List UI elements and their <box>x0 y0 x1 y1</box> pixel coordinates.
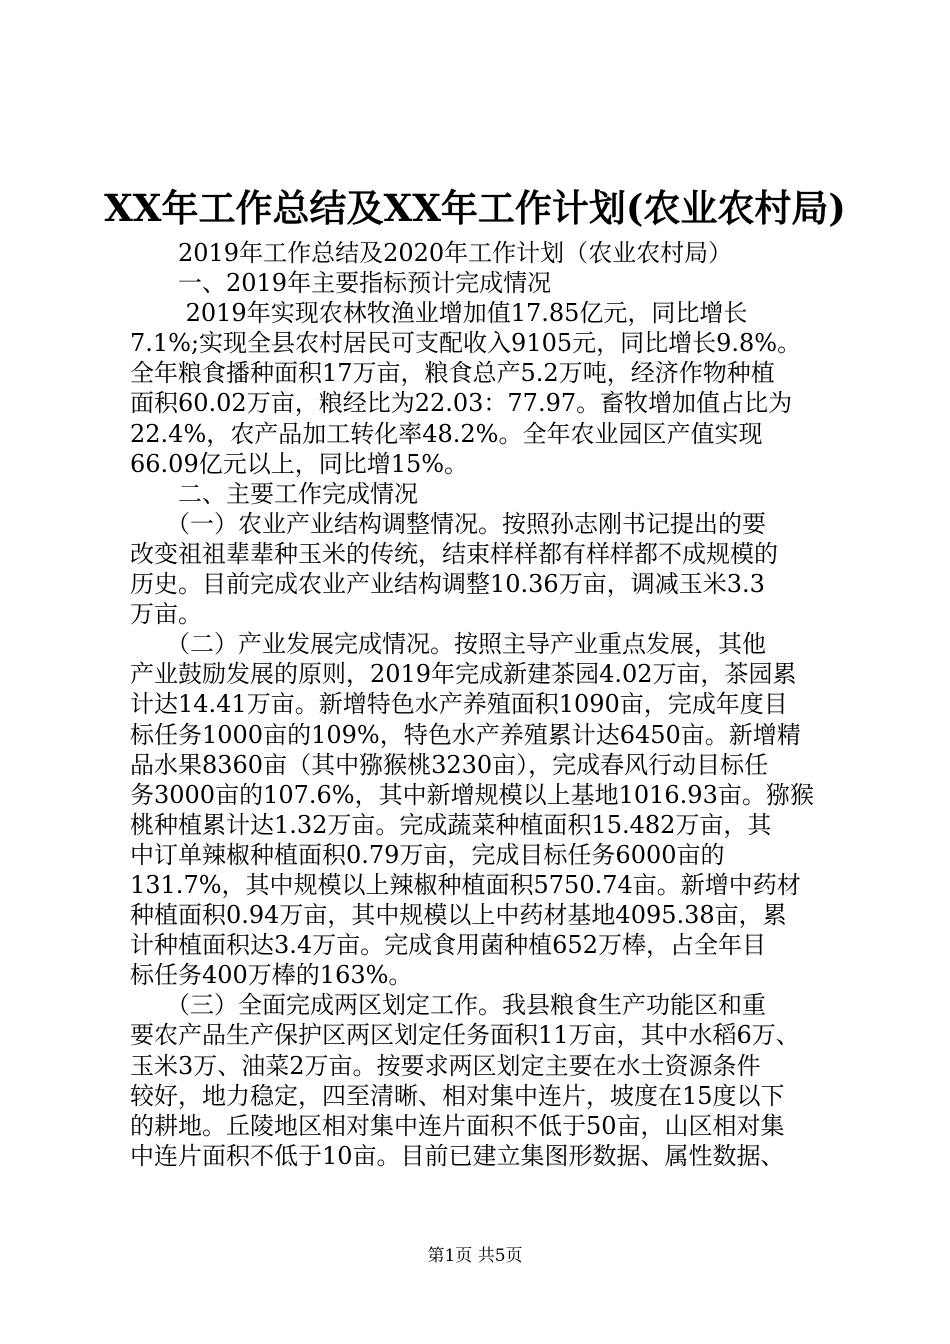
body-line: 标任务400万棒的163%。 <box>130 961 413 990</box>
body-line: 计种植面积达3.4万亩。完成食用菌种植652万棒，占全年目 <box>130 931 766 960</box>
body-line: 面积60.02万亩，粮经比为22.03：77.97。畜牧增加值占比为 <box>130 389 793 418</box>
page-footer: 第1页 共5页 <box>427 1246 523 1266</box>
body-line: 的耕地。丘陵地区相对集中连片面积不低于50亩，山区相对集 <box>130 1111 785 1140</box>
body-line: 计达14.41万亩。新增特色水产养殖面积1090亩，完成年度目 <box>130 690 788 719</box>
body-line: 品水果8360亩（其中猕猴桃3230亩），完成春风行动目标任 <box>130 750 769 779</box>
body-line: 产业鼓励发展的原则，2019年完成新建茶园4.02万亩，茶园累 <box>130 660 797 689</box>
section-heading: 二、主要工作完成情况 <box>130 479 418 508</box>
body-line: 66.09亿元以上，同比增15%。 <box>130 449 469 478</box>
body-line: （三）全面完成两区划定工作。我县粮食生产功能区和重 <box>130 991 766 1020</box>
body-line: 历史。目前完成农业产业结构调整10.36万亩，调减玉米3.3 <box>130 570 765 599</box>
body-line: 22.4%，农产品加工转化率48.2%。全年农业园区产值实现 <box>130 419 763 448</box>
body-line: 要农产品生产保护区两区划定任务面积11万亩，其中水稻6万、 <box>130 1021 800 1050</box>
body-line: 2019年实现农林牧渔业增加值17.85亿元，同比增长 <box>130 299 748 328</box>
body-line: 务3000亩的107.6%，其中新增规模以上基地1016.93亩。猕猴 <box>130 780 814 809</box>
body-line: 131.7%，其中规模以上辣椒种植面积5750.74亩。新增中药材 <box>130 870 801 899</box>
section-heading: 一、2019年主要指标预计完成情况 <box>130 269 552 298</box>
body-line: 较好，地力稳定，四至清晰、相对集中连片，坡度在15度以下 <box>130 1081 785 1110</box>
body-line: 标任务1000亩的109%，特色水产养殖累计达6450亩。新增精 <box>130 720 801 749</box>
body-line: 中订单辣椒种植面积0.79万亩，完成目标任务6000亩的 <box>130 840 725 869</box>
body-line: 全年粮食播种面积17万亩，粮食总产5.2万吨，经济作物种植 <box>130 359 775 388</box>
body-line: 改变祖祖辈辈种玉米的传统，结束样样都有样样都不成规模的 <box>130 539 778 568</box>
body-line: （一）农业产业结构调整情况。按照孙志刚书记提出的要 <box>130 509 766 538</box>
body-line: 2019年工作总结及2020年工作计划（农业农村局） <box>130 239 733 267</box>
body-line: 7.1%;实现全县农村居民可支配收入9105元，同比增长9.8%。 <box>130 329 802 358</box>
body-line: （二）产业发展完成情况。按照主导产业重点发展，其他 <box>130 630 766 659</box>
document-title: XX年工作总结及XX年工作计划(农业农村局) <box>104 186 846 230</box>
body-line: 玉米3万、油菜2万亩。按要求两区划定主要在水士资源条件 <box>130 1051 761 1080</box>
body-line: 万亩。 <box>130 600 202 629</box>
body-line: 种植面积0.94万亩，其中规模以上中药材基地4095.38亩，累 <box>130 901 787 930</box>
body-line: 桃种植累计达1.32万亩。完成蔬菜种植面积15.482万亩，其 <box>130 810 772 839</box>
document-body <box>130 238 828 1171</box>
body-line: 中连片面积不低于10亩。目前已建立集图形数据、属性数据、 <box>130 1141 785 1170</box>
